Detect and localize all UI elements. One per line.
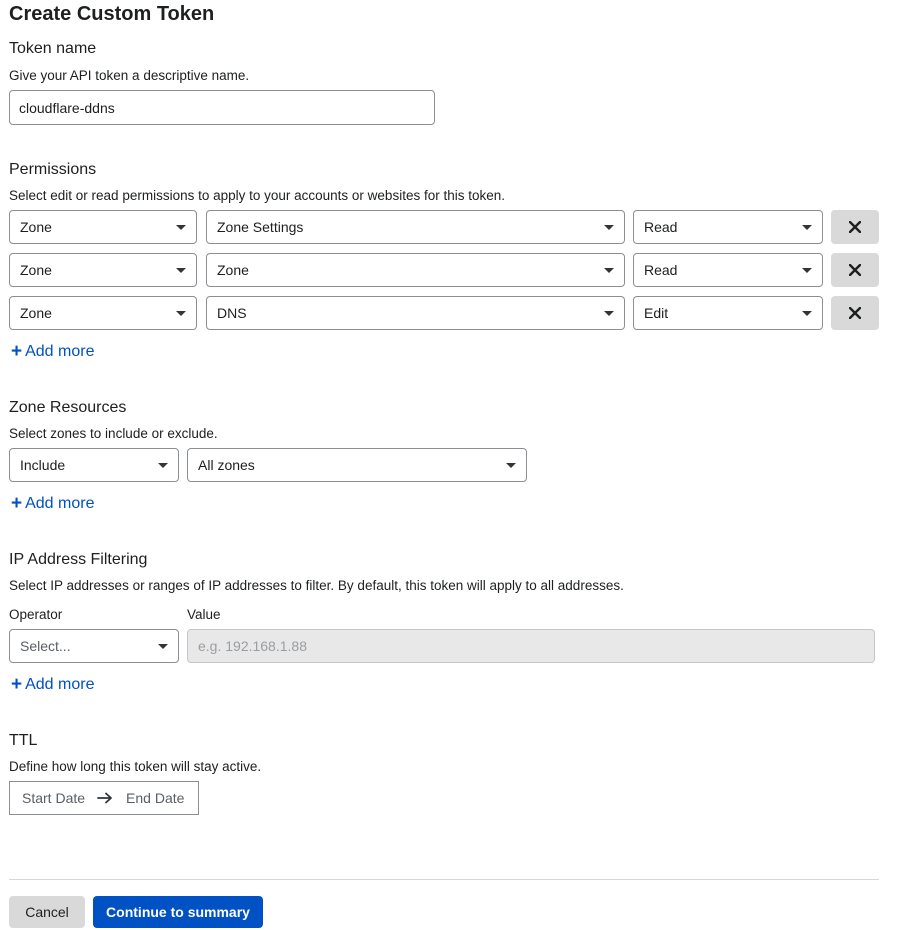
- plus-icon: +: [11, 341, 23, 362]
- close-icon: [849, 221, 861, 233]
- token-name-input[interactable]: [9, 90, 435, 125]
- chevron-down-icon: [176, 225, 186, 230]
- close-icon: [849, 264, 861, 276]
- select-value: Include: [20, 457, 66, 473]
- value-label: Value: [187, 607, 221, 622]
- select-value: All zones: [198, 457, 255, 473]
- permission-access-select[interactable]: [633, 296, 823, 330]
- zone-resources-heading: Zone Resources: [9, 399, 127, 416]
- select-value: Zone: [20, 219, 52, 235]
- ip-filtering-heading: IP Address Filtering: [9, 551, 148, 568]
- chevron-down-icon: [604, 268, 614, 273]
- chevron-down-icon: [604, 225, 614, 230]
- continue-to-summary-button[interactable]: Continue to summary: [93, 896, 263, 928]
- permission-resource-select[interactable]: [206, 210, 625, 244]
- page-title: Create Custom Token: [9, 3, 215, 25]
- chevron-down-icon: [802, 225, 812, 230]
- chevron-down-icon: [802, 268, 812, 273]
- permission-resource-select[interactable]: [206, 296, 625, 330]
- select-placeholder: Select...: [20, 638, 71, 654]
- ip-value-input[interactable]: [187, 629, 875, 663]
- ip-filtering-description: Select IP addresses or ranges of IP addresses to filter. By default, this token will apply to all addresses.: [9, 578, 624, 593]
- close-icon: [849, 307, 861, 319]
- permission-scope-select[interactable]: [9, 296, 197, 330]
- zone-select[interactable]: [187, 448, 527, 482]
- zone-resources-description: Select zones to include or exclude.: [9, 426, 218, 441]
- select-value: Zone: [20, 262, 52, 278]
- permission-access-select[interactable]: [633, 253, 823, 287]
- select-value: DNS: [217, 305, 247, 321]
- add-permission-link[interactable]: [11, 342, 94, 361]
- arrow-right-icon: [97, 792, 113, 804]
- ttl-heading: TTL: [9, 732, 38, 749]
- permission-access-select[interactable]: [633, 210, 823, 244]
- select-value: Read: [644, 262, 678, 278]
- footer-divider: [9, 879, 879, 880]
- start-date-input[interactable]: Start Date: [22, 790, 86, 806]
- add-more-label: Add more: [25, 342, 95, 360]
- chevron-down-icon: [158, 644, 168, 649]
- chevron-down-icon: [176, 311, 186, 316]
- token-name-description: Give your API token a descriptive name.: [9, 68, 250, 83]
- chevron-down-icon: [176, 268, 186, 273]
- plus-icon: +: [11, 674, 23, 695]
- plus-icon: +: [11, 493, 23, 514]
- cancel-button[interactable]: Cancel: [9, 896, 85, 928]
- end-date-input[interactable]: End Date: [126, 790, 185, 806]
- ttl-description: Define how long this token will stay active.: [9, 759, 262, 774]
- permission-resource-select[interactable]: [206, 253, 625, 287]
- select-value: Zone Settings: [217, 219, 304, 235]
- remove-permission-button[interactable]: [831, 210, 879, 244]
- ip-operator-select[interactable]: [9, 629, 179, 663]
- permission-scope-select[interactable]: [9, 210, 197, 244]
- zone-include-select[interactable]: [9, 448, 179, 482]
- chevron-down-icon: [604, 311, 614, 316]
- remove-permission-button[interactable]: [831, 296, 879, 330]
- operator-label: Operator: [9, 607, 63, 622]
- chevron-down-icon: [506, 463, 516, 468]
- select-value: Zone: [217, 262, 249, 278]
- add-ip-filter-link[interactable]: [11, 675, 94, 694]
- token-name-heading: Token name: [9, 40, 97, 57]
- chevron-down-icon: [802, 311, 812, 316]
- add-more-label: Add more: [25, 675, 95, 693]
- ttl-date-range-picker[interactable]: [9, 781, 199, 815]
- permissions-description: Select edit or read permissions to apply to your accounts or websites for this token.: [9, 188, 505, 203]
- select-value: Edit: [644, 305, 669, 321]
- remove-permission-button[interactable]: [831, 253, 879, 287]
- permissions-heading: Permissions: [9, 161, 97, 178]
- chevron-down-icon: [158, 463, 168, 468]
- add-zone-link[interactable]: [11, 494, 94, 513]
- permission-scope-select[interactable]: [9, 253, 197, 287]
- add-more-label: Add more: [25, 494, 95, 512]
- select-value: Read: [644, 219, 678, 235]
- select-value: Zone: [20, 305, 52, 321]
- input-placeholder: e.g. 192.168.1.88: [198, 638, 307, 654]
